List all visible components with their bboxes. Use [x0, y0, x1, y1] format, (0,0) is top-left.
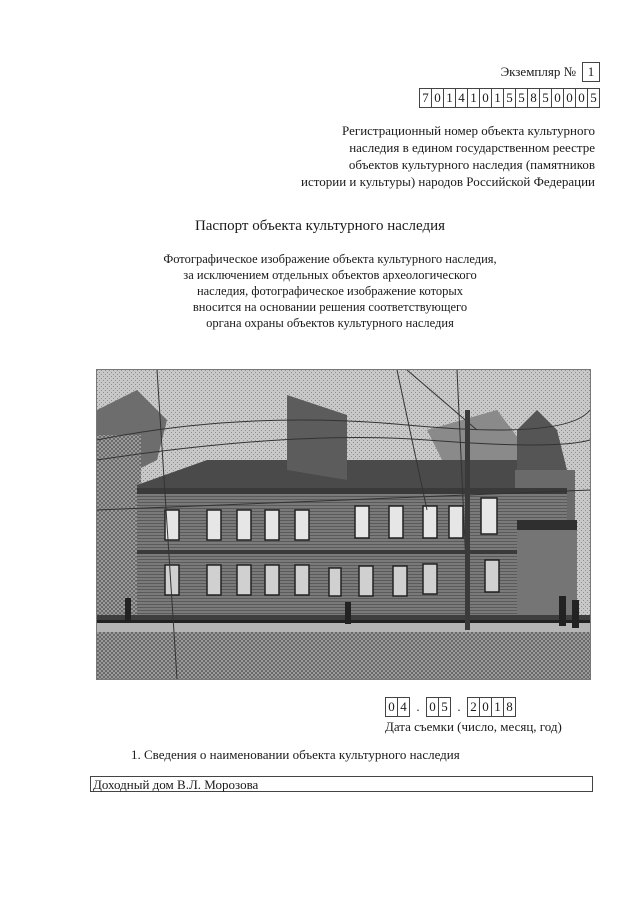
desc-line: наследия, фотографическое изображение которых [196, 284, 464, 298]
building-photo [96, 369, 591, 680]
copy-label: Экземпляр № [500, 64, 576, 79]
reg-digit: 4 [455, 88, 467, 108]
reg-digit: 0 [479, 88, 491, 108]
copy-number-box: 1 [582, 62, 600, 82]
document-title: Паспорт объекта культурного наследия [194, 218, 446, 234]
reg-digit: 0 [575, 88, 587, 108]
reg-digit: 0 [551, 88, 563, 108]
reg-caption-line: наследия в едином государственном реестре [349, 140, 595, 155]
reg-digit: 1 [467, 88, 479, 108]
reg-digit: 0 [431, 88, 443, 108]
desc-line: Фотографическое изображение объекта культурного наследия, [163, 252, 497, 266]
reg-caption-line: Регистрационный номер объекта культурного [342, 123, 595, 138]
reg-caption-line: объектов культурного наследия (памятников [348, 157, 595, 172]
date-digit: 2 [467, 697, 479, 717]
reg-digit: 5 [539, 88, 551, 108]
date-digit: 8 [503, 697, 516, 717]
photo-description [150, 251, 510, 331]
date-separator: . [457, 699, 461, 714]
date-digit: 4 [397, 697, 410, 717]
shooting-date [385, 697, 516, 717]
reg-digit: 0 [563, 88, 575, 108]
copy-number-row [501, 62, 600, 82]
reg-digit: 1 [491, 88, 503, 108]
reg-caption-line: истории и культуры) народов Российской Федерации [301, 174, 595, 189]
reg-digit: 1 [443, 88, 455, 108]
date-digit: 0 [385, 697, 397, 717]
date-year [467, 697, 516, 717]
reg-digit: 5 [587, 88, 600, 108]
desc-line: вносится на основании решения соответствующего [192, 300, 468, 314]
reg-digit: 5 [515, 88, 527, 108]
desc-line: органа охраны объектов культурного наследия [206, 316, 454, 330]
date-digit: 0 [426, 697, 438, 717]
object-name-field: Доходный дом В.Л. Морозова [90, 776, 593, 792]
registration-caption [275, 122, 595, 190]
registration-number [419, 88, 600, 108]
date-separator: . [416, 699, 420, 714]
date-digit: 5 [438, 697, 451, 717]
reg-digit: 7 [419, 88, 431, 108]
date-day [385, 697, 410, 717]
date-month [426, 697, 451, 717]
reg-digit: 8 [527, 88, 539, 108]
date-digit: 0 [479, 697, 491, 717]
section-1-heading: 1. Сведения о наименовании объекта культурного наследия [131, 747, 460, 762]
date-digit: 1 [491, 697, 503, 717]
date-caption: Дата съемки (число, месяц, год) [385, 719, 562, 734]
reg-digit: 5 [503, 88, 515, 108]
desc-line: за исключением отдельных объектов археологического [183, 268, 477, 282]
